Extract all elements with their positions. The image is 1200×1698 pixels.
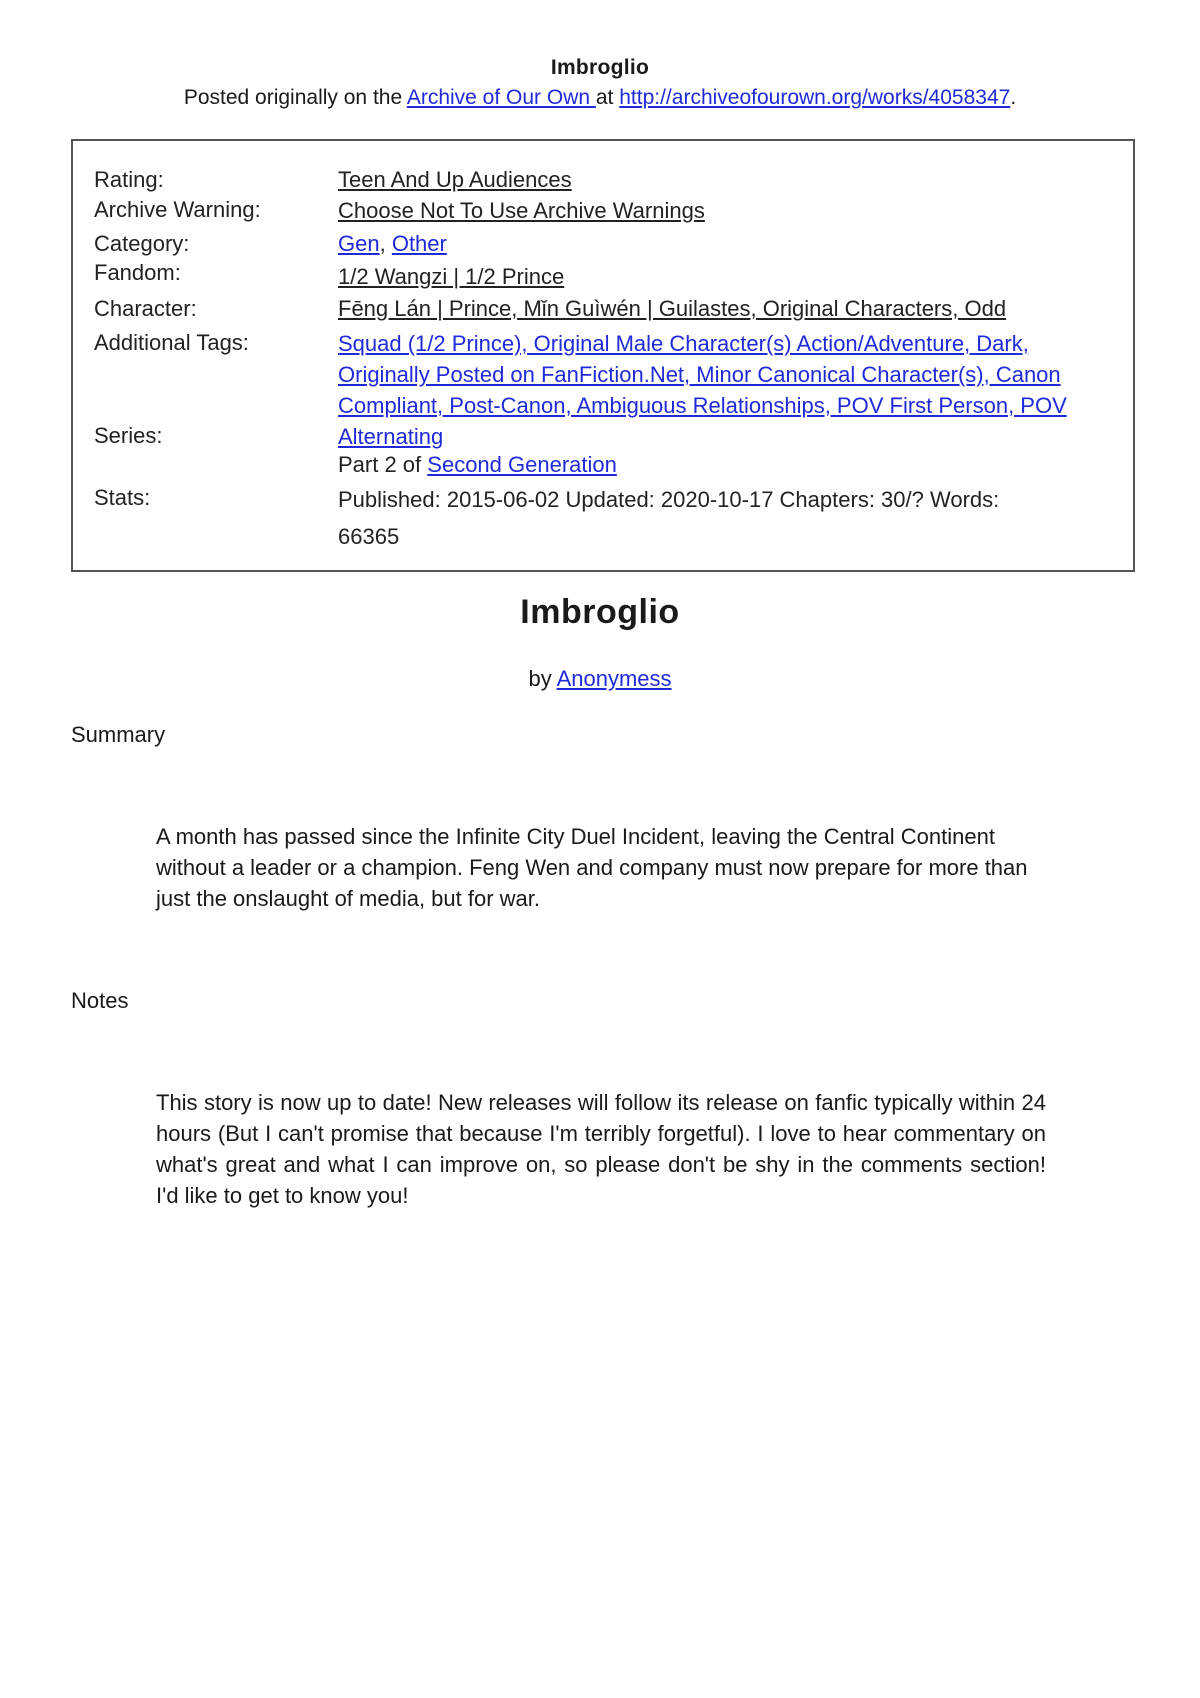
category-values: Gen, Other [338, 231, 447, 256]
author-link[interactable]: Anonymess [556, 666, 672, 691]
series-link[interactable]: Second Generation [427, 452, 617, 477]
rating-label: Rating: [94, 167, 164, 192]
document-header-title: Imbroglio [550, 56, 650, 79]
archive-warning-link[interactable]: Choose Not To Use Archive Warnings [338, 198, 705, 223]
stats-line-1: Published: 2015-06-02 Updated: 2020-10-17 Chapters: 30/? Words: [338, 487, 1000, 512]
posted-suffix-text: . [1010, 86, 1017, 109]
series-prefix-text: Part 2 of [338, 452, 428, 477]
work-title: Imbroglio [520, 593, 680, 631]
stats-label: Stats: [94, 485, 151, 510]
additional-tags-label: Additional Tags: [94, 330, 249, 355]
character-label: Character: [94, 296, 197, 321]
rating-link[interactable]: Teen And Up Audiences [338, 167, 572, 192]
stats-line-2: 66365 [338, 524, 400, 549]
notes-text: This story is now up to date! New releases will follow its release on fanfic typically within 24 hours (But I can't promise that because I'm terribly forgetful). I love to hear commentary on what's great and what I can improve on, so please don't be shy in the comments section! I'd like to get to know you! [156, 1090, 1046, 1208]
additional-tags-links[interactable]: Squad (1/2 Prince), Original Male Character(s) Action/Adventure, Dark, Originally Posted on FanFiction.Net, Minor Canonical Character(s), Canon Compliant, Post-Canon, Ambiguous Relationships, POV First Person, POV Alternating [338, 331, 1067, 449]
archive-link[interactable]: Archive of Our Own [406, 86, 596, 109]
series-value [338, 452, 617, 478]
byline [0, 666, 1200, 692]
character-links[interactable]: Fēng Lán | Prince, Mǐn Guìwén | Guilastes, Original Characters, Odd [338, 296, 1007, 321]
posted-originally-line [0, 86, 1200, 110]
by-prefix: by [528, 666, 557, 691]
posted-mid-text: at [595, 86, 620, 109]
summary-heading: Summary [71, 722, 166, 747]
fandom-link[interactable]: 1/2 Wangzi | 1/2 Prince [338, 264, 565, 289]
work-url-link[interactable]: http://archiveofourown.org/works/4058347 [619, 86, 1011, 109]
fandom-label: Fandom: [94, 260, 181, 285]
archive-warning-label: Archive Warning: [94, 197, 261, 222]
category-label: Category: [94, 231, 190, 256]
additional-tags-list [338, 328, 1078, 452]
summary-text: A month has passed since the Infinite City Duel Incident, leaving the Central Continent without a leader or a champion. Feng Wen and company must now prepare for more than just the onslaught of media, but for war. [156, 824, 1028, 911]
category-link-gen[interactable]: Gen [338, 231, 380, 256]
posted-prefix-text: Posted originally on the [183, 86, 407, 109]
notes-heading: Notes [71, 988, 129, 1013]
category-link-other[interactable]: Other [391, 231, 447, 256]
series-label: Series: [94, 423, 163, 448]
